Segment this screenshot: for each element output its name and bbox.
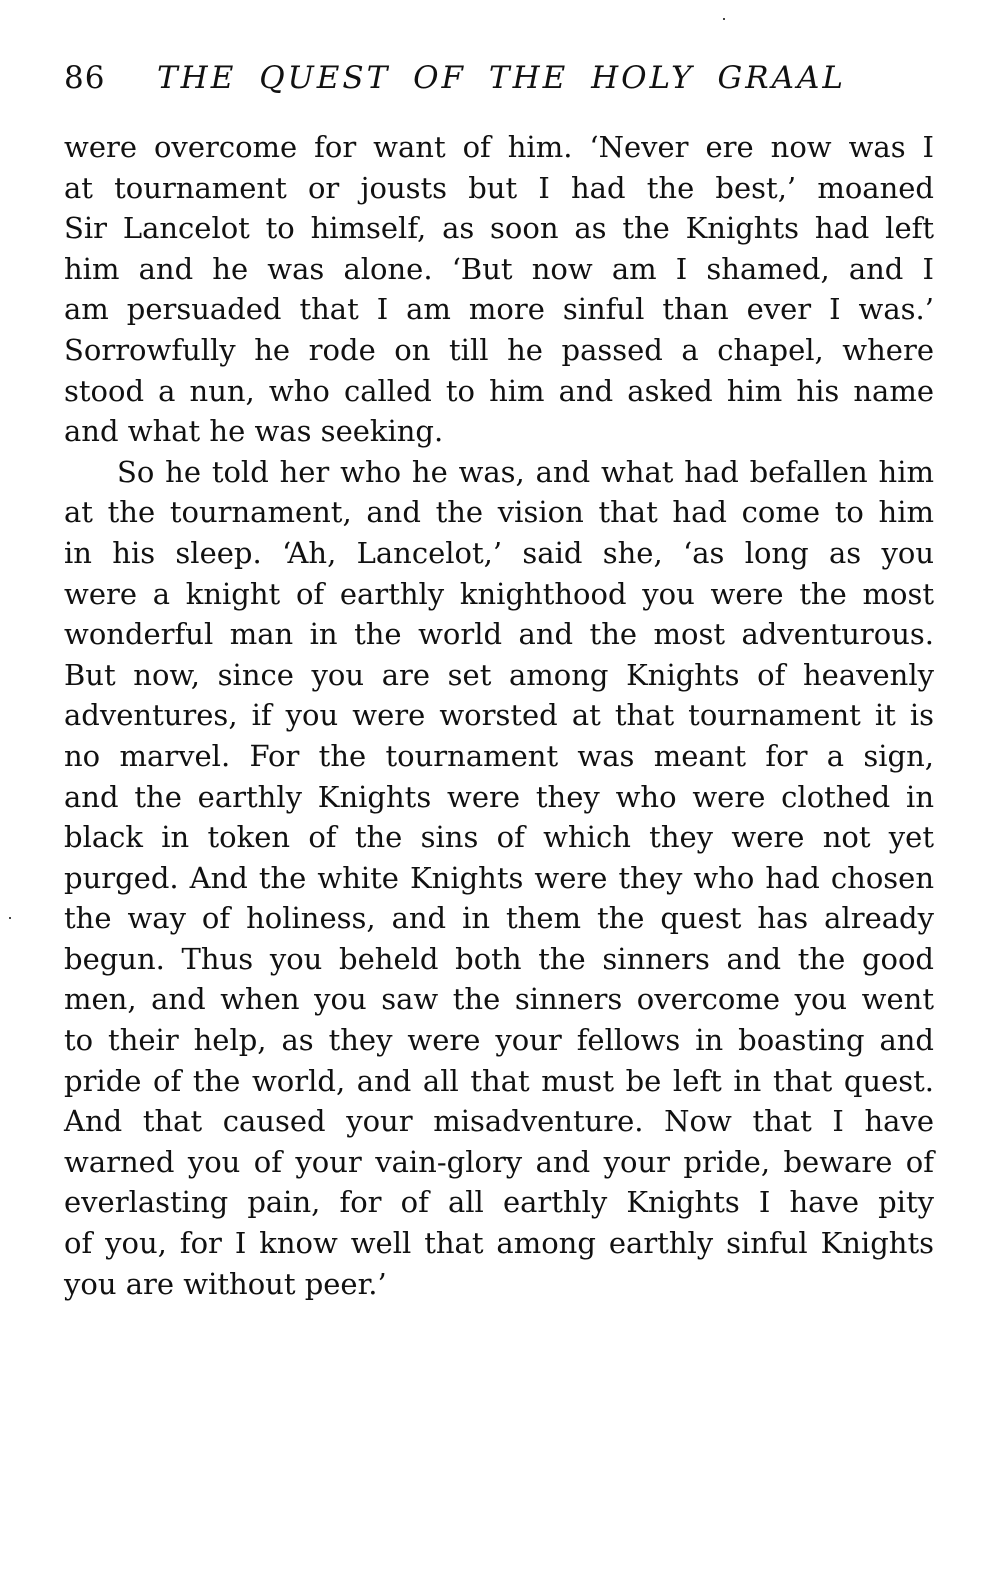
running-head — [64, 56, 934, 100]
text-line: am persuaded that I am more sinful than ever I was.’ — [64, 292, 934, 327]
text-line: But now, since you are set among Knights of heavenly — [64, 657, 934, 692]
text-line: no marvel. For the tournament was meant for a sign, — [64, 738, 934, 773]
paper-speck — [723, 18, 725, 20]
text-line: of you, for I know well that among earthly sinful Knights — [64, 1226, 934, 1261]
text-line: at the tournament, and the vision that had come to him — [64, 495, 934, 530]
text-line: you are without peer.’ — [64, 1266, 387, 1301]
text-line: and the earthly Knights were they who were clothed in — [64, 779, 934, 814]
paragraph — [64, 127, 934, 452]
page-number: 86 — [64, 60, 106, 96]
text-line: So he told her who he was, and what had befallen him — [117, 454, 934, 489]
text-line: pride of the world, and all that must be left in that quest. — [64, 1063, 934, 1098]
text-line: in his sleep. ‘Ah, Lancelot,’ said she, ‘as long as you — [64, 535, 934, 570]
text-line: everlasting pain, for of all earthly Knights I have pity — [64, 1185, 934, 1220]
text-line: at tournament or jousts but I had the best,’ moaned — [64, 170, 934, 205]
paragraph — [64, 452, 934, 1304]
text-line: wonderful man in the world and the most adventurous. — [64, 617, 934, 652]
paper-speck — [9, 917, 11, 919]
text-line: black in token of the sins of which they were not yet — [64, 820, 934, 855]
text-line: warned you of your vain-glory and your pride, beware of — [64, 1144, 934, 1179]
body-text — [64, 127, 934, 1304]
text-line: were a knight of earthly knighthood you were the most — [64, 576, 934, 611]
text-line: him and he was alone. ‘But now am I shamed, and I — [64, 251, 934, 286]
text-line: Sorrowfully he rode on till he passed a chapel, where — [64, 332, 934, 367]
text-line: adventures, if you were worsted at that tournament it is — [64, 698, 934, 733]
text-line: were overcome for want of him. ‘Never ere now was I — [64, 130, 934, 164]
text-line: men, and when you saw the sinners overcome you went — [64, 982, 934, 1017]
text-line: And that caused your misadventure. Now that I have — [64, 1104, 934, 1139]
text-line: to their help, as they were your fellows in boasting and — [64, 1023, 934, 1058]
text-line: stood a nun, who called to him and asked him his name — [64, 373, 934, 408]
text-line: Sir Lancelot to himself, as soon as the Knights had left — [64, 211, 934, 246]
text-line: the way of holiness, and in them the quest has already — [64, 901, 934, 936]
text-line: begun. Thus you beheld both the sinners and the good — [64, 941, 934, 976]
running-title: THE QUEST OF THE HOLY GRAAL — [157, 60, 846, 96]
text-line: and what he was seeking. — [64, 414, 444, 449]
text-line: purged. And the white Knights were they who had chosen — [64, 860, 934, 895]
